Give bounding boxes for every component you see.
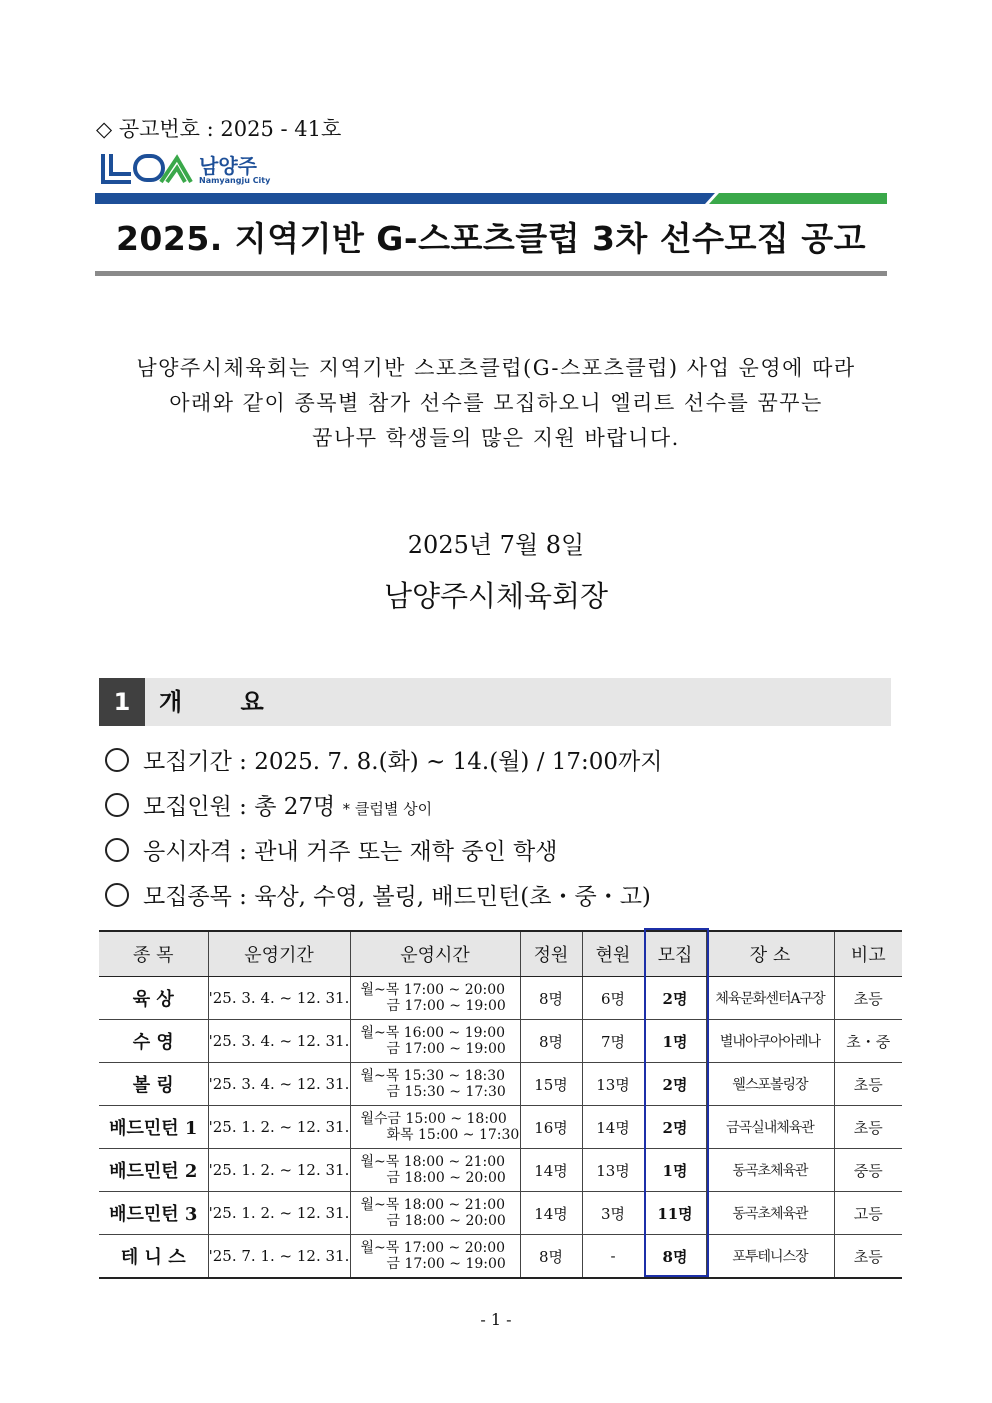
bullet-text: 모집종목 : 육상, 수영, 볼링, 배드민턴(초・중・고) [143, 884, 651, 910]
table-row [99, 1020, 902, 1063]
cell-recruit: 1명 [644, 1020, 706, 1063]
cell-recruit: 2명 [644, 1106, 706, 1149]
intro-line: 꿈나무 학생들의 많은 지원 바랍니다. [312, 426, 680, 450]
section-number: 1 [99, 678, 145, 726]
time-line: 화목 15:00 ~ 17:30 [386, 1127, 520, 1143]
cell-place: 동곡초체육관 [706, 1149, 834, 1192]
time-line: 금 18:00 ~ 20:00 [386, 1170, 506, 1186]
cell-capacity: 8명 [520, 1020, 582, 1063]
cell-hours [350, 1192, 520, 1235]
time-line: 금 18:00 ~ 20:00 [386, 1213, 506, 1229]
time-line: 월~목 16:00 ~ 19:00 [360, 1025, 506, 1041]
cell-current: 13명 [582, 1063, 644, 1106]
header-period: 운영기간 [208, 931, 350, 977]
table-row [99, 1149, 902, 1192]
cell-current: 13명 [582, 1149, 644, 1192]
table-row [99, 1235, 902, 1279]
cell-place: 포투테니스장 [706, 1235, 834, 1279]
section-label: 개 요 [159, 688, 264, 716]
cell-place: 별내아쿠아아레나 [706, 1020, 834, 1063]
header-place: 장 소 [706, 931, 834, 977]
cell-hours [350, 1149, 520, 1192]
time-line: 월수금 15:00 ~ 18:00 [360, 1111, 507, 1127]
header-recruit: 모집 [644, 931, 706, 977]
notice-number: ◇ 공고번호 : 2025 - 41호 [96, 117, 342, 141]
header-color-bar [95, 193, 887, 204]
cell-note: 초등 [834, 977, 902, 1020]
city-logo [101, 150, 281, 190]
time-line: 금 17:00 ~ 19:00 [386, 1256, 506, 1272]
cell-recruit: 11명 [644, 1192, 706, 1235]
cell-recruit: 2명 [644, 977, 706, 1020]
cell-period: '25. 1. 2. ~ 12. 31. [208, 1106, 350, 1149]
cell-sport: 배드민턴 2 [99, 1149, 208, 1192]
cell-current: 3명 [582, 1192, 644, 1235]
cell-capacity: 8명 [520, 1235, 582, 1279]
issuer-name: 남양주시체육회장 [383, 579, 609, 613]
bullet-recruit-period [105, 743, 663, 776]
cell-sport: 배드민턴 3 [99, 1192, 208, 1235]
cell-period: '25. 3. 4. ~ 12. 31. [208, 1020, 350, 1063]
logo-name-english: Namyangju City [199, 176, 271, 185]
cell-note: 초・중 [834, 1020, 902, 1063]
table-row [99, 977, 902, 1020]
cell-sport: 테 니 스 [99, 1235, 208, 1279]
time-line: 월~목 15:30 ~ 18:30 [360, 1068, 506, 1084]
cell-hours [350, 1106, 520, 1149]
cell-period: '25. 3. 4. ~ 12. 31. [208, 1063, 350, 1106]
cell-period: '25. 1. 2. ~ 12. 31. [208, 1149, 350, 1192]
cell-place: 체육문화센터A구장 [706, 977, 834, 1020]
header-note: 비고 [834, 931, 902, 977]
circle-bullet-icon [105, 793, 129, 817]
bullet-text: 모집기간 : 2025. 7. 8.(화) ~ 14.(월) / 17:00까지 [143, 749, 663, 775]
recruit-table [99, 930, 902, 1279]
time-line: 월~목 18:00 ~ 21:00 [360, 1154, 506, 1170]
cell-current: - [582, 1235, 644, 1279]
cell-note: 고등 [834, 1192, 902, 1235]
page-title: 2025. 지역기반 G-스포츠클럽 3차 선수모집 공고 [115, 219, 867, 258]
logo-name-korean: 남양주 [199, 154, 257, 178]
cell-capacity: 8명 [520, 977, 582, 1020]
header-current: 현원 [582, 931, 644, 977]
header-capacity: 정원 [520, 931, 582, 977]
table-row [99, 1192, 902, 1235]
bullet-recruit-count [105, 788, 432, 821]
bullet-eligibility [105, 833, 557, 866]
time-line: 월~목 18:00 ~ 21:00 [360, 1197, 506, 1213]
cell-period: '25. 1. 2. ~ 12. 31. [208, 1192, 350, 1235]
intro-line: 남양주시체육회는 지역기반 스포츠클럽(G-스포츠클럽) 사업 운영에 따라 [136, 356, 856, 380]
cell-recruit: 1명 [644, 1149, 706, 1192]
cell-note: 초등 [834, 1235, 902, 1279]
cell-capacity: 14명 [520, 1149, 582, 1192]
table-row [99, 1106, 902, 1149]
bullet-text: 응시자격 : 관내 거주 또는 재학 중인 학생 [143, 839, 558, 865]
cell-note: 초등 [834, 1063, 902, 1106]
time-line: 금 17:00 ~ 19:00 [386, 1041, 506, 1057]
cell-hours [350, 1020, 520, 1063]
time-line: 월~목 17:00 ~ 20:00 [360, 982, 506, 998]
circle-bullet-icon [105, 883, 129, 907]
time-line: 금 17:00 ~ 19:00 [386, 998, 506, 1014]
cell-sport: 볼 링 [99, 1063, 208, 1106]
page-number: - 1 - [480, 1310, 512, 1329]
intro-paragraph [70, 351, 922, 456]
cell-place: 웰스포볼링장 [706, 1063, 834, 1106]
cell-hours [350, 977, 520, 1020]
cell-recruit: 2명 [644, 1063, 706, 1106]
cell-period: '25. 7. 1. ~ 12. 31. [208, 1235, 350, 1279]
cell-sport: 배드민턴 1 [99, 1106, 208, 1149]
cell-sport: 수 영 [99, 1020, 208, 1063]
table-row [99, 1063, 902, 1106]
cell-place: 동곡초체육관 [706, 1192, 834, 1235]
cell-note: 초등 [834, 1106, 902, 1149]
intro-line: 아래와 같이 종목별 참가 선수를 모집하오니 엘리트 선수를 꿈꾸는 [169, 391, 823, 415]
cell-capacity: 15명 [520, 1063, 582, 1106]
circle-bullet-icon [105, 838, 129, 862]
time-line: 금 15:30 ~ 17:30 [386, 1084, 506, 1100]
cell-current: 7명 [582, 1020, 644, 1063]
table-header-row [99, 931, 902, 977]
bullet-note: * 클럽별 상이 [342, 800, 433, 818]
cell-recruit: 8명 [644, 1235, 706, 1279]
bullet-sports [105, 878, 651, 911]
cell-period: '25. 3. 4. ~ 12. 31. [208, 977, 350, 1020]
section-header [99, 678, 891, 726]
cell-capacity: 14명 [520, 1192, 582, 1235]
title-underline [95, 271, 887, 276]
logo-mark-icon [101, 152, 193, 186]
cell-hours [350, 1063, 520, 1106]
announcement-date: 2025년 7월 8일 [407, 531, 585, 559]
cell-place: 금곡실내체육관 [706, 1106, 834, 1149]
circle-bullet-icon [105, 748, 129, 772]
bullet-text: 모집인원 : 총 27명 [143, 794, 336, 820]
cell-sport: 육 상 [99, 977, 208, 1020]
cell-current: 6명 [582, 977, 644, 1020]
cell-note: 중등 [834, 1149, 902, 1192]
cell-capacity: 16명 [520, 1106, 582, 1149]
time-line: 월~목 17:00 ~ 20:00 [360, 1240, 506, 1256]
cell-hours [350, 1235, 520, 1279]
header-sport: 종 목 [99, 931, 208, 977]
cell-current: 14명 [582, 1106, 644, 1149]
header-hours: 운영시간 [350, 931, 520, 977]
